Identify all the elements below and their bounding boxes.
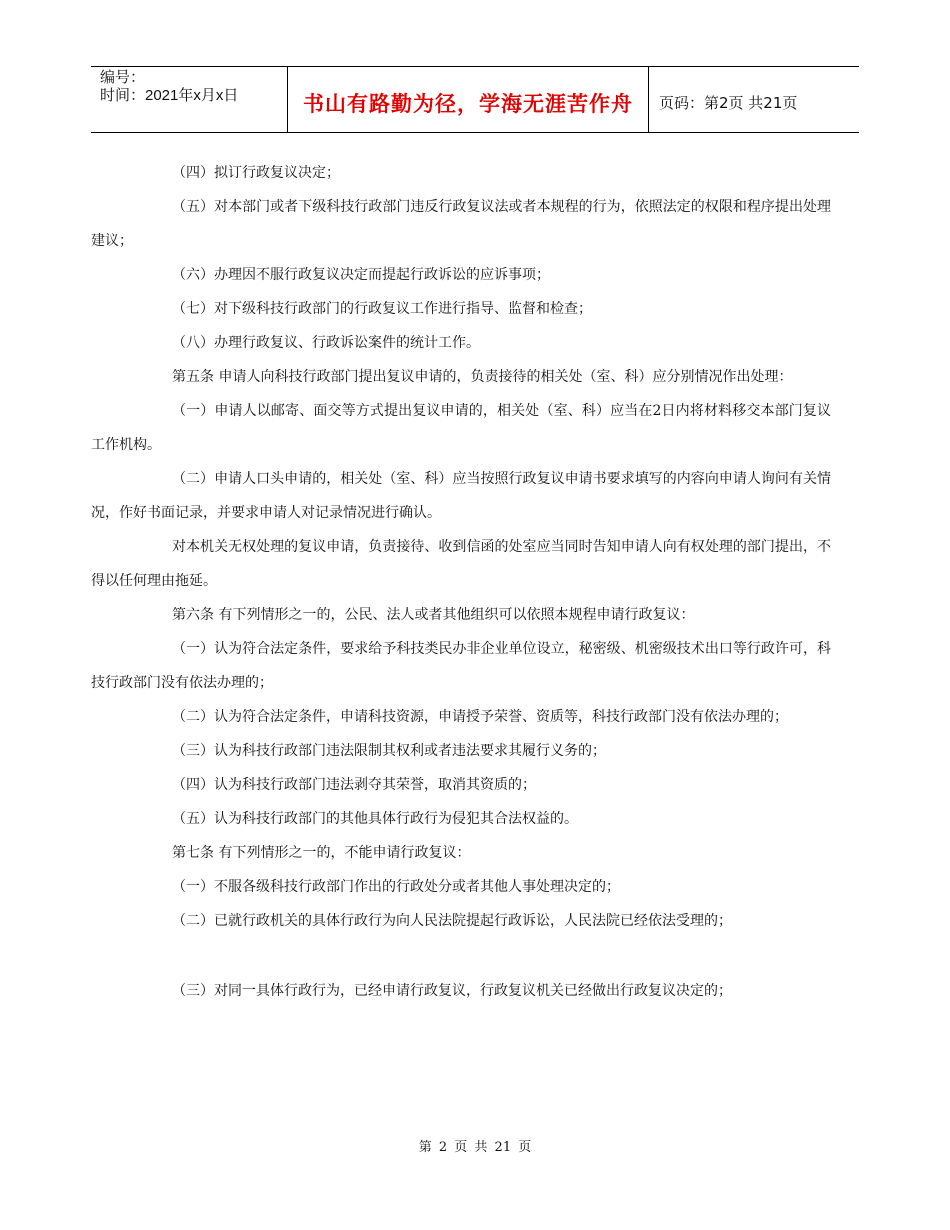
page-header (91, 66, 859, 133)
paragraph: （七）对下级科技行政部门的行政复议工作进行指导、监督和检查； (172, 301, 592, 317)
header-meta (91, 67, 287, 132)
paragraph: （二）认为符合法定条件，申请科技资源，申请授予荣誉、资质等，科技行政部门没有依法办理的； (172, 709, 788, 725)
paragraph: （二）已就行政机关的具体行政行为向人民法院提起行政诉讼，人民法院已经依法受理的； (172, 913, 732, 929)
paragraph: （四）拟订行政复议决定； (172, 165, 340, 181)
paragraph: （一）申请人以邮寄、面交等方式提出复议申请的，相关处（室、科）应当在2日内将材料移交本部门复议工作机构。 (91, 403, 831, 453)
paragraph: （三）对同一具体行政行为，已经申请行政复议，行政复议机关已经做出行政复议决定的； (172, 983, 732, 999)
article-heading: 第七条 有下列情形之一的，不能申请行政复议： (172, 845, 471, 861)
document-number-label: 编号： (100, 69, 146, 86)
header-page-number: 页码：第2页 共21页 (659, 94, 798, 112)
paragraph: （五）认为科技行政部门的其他具体行政行为侵犯其合法权益的。 (172, 811, 578, 827)
paragraph: （三）认为科技行政部门违法限制其权利或者违法要求其履行义务的； (172, 743, 606, 759)
article-heading: 第六条 有下列情形之一的，公民、法人或者其他组织可以依照本规程申请行政复议： (172, 607, 695, 623)
article-heading: 第五条 申请人向科技行政部门提出复议申请的，负责接待的相关处（室、科）应分别情况作出处理： (172, 369, 793, 385)
paragraph: （五）对本部门或者下级科技行政部门违反行政复议法或者本规程的行为，依照法定的权限和程序提出处理建议； (91, 199, 831, 249)
document-body (91, 156, 831, 1008)
paragraph: （一）不服各级科技行政部门作出的行政处分或者其他人事处理决定的； (172, 879, 620, 895)
paragraph: （八）办理行政复议、行政诉讼案件的统计工作。 (172, 335, 480, 351)
page-footer: 第 2 页 共 21 页 (418, 1140, 532, 1155)
header-motto: 书山有路勤为径，学海无涯苦作舟 (287, 67, 649, 132)
paragraph: （四）认为科技行政部门违法剥夺其荣誉，取消其资质的； (172, 777, 536, 793)
paragraph: （六）办理因不服行政复议决定而提起行政诉讼的应诉事项； (172, 267, 550, 283)
paragraph: （一）认为符合法定条件，要求给予科技类民办非企业单位设立，秘密级、机密级技术出口等行政许可，科技行政部门没有依法办理的； (91, 641, 831, 691)
paragraph: （二）申请人口头申请的，相关处（室、科）应当按照行政复议申请书要求填写的内容向申请人询问有关情况，作好书面记录，并要求申请人对记录情况进行确认。 (91, 471, 831, 521)
document-time: 时间：2021年x月x日 (100, 87, 239, 104)
paragraph: 对本机关无权处理的复议申请，负责接待、收到信函的处室应当同时告知申请人向有权处理的部门提出，不得以任何理由拖延。 (91, 539, 831, 589)
